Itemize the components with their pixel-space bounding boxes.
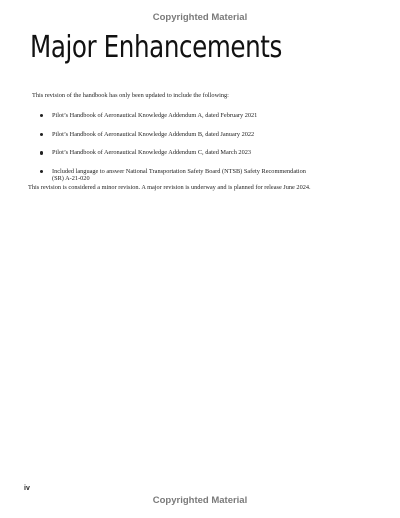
page-number: iv	[24, 485, 30, 492]
enhancement-list	[40, 112, 340, 194]
watermark-bottom: Copyrighted Material	[152, 495, 248, 506]
bullet-icon	[40, 133, 43, 136]
list-item	[40, 149, 340, 157]
watermark-top: Copyrighted Material	[152, 12, 248, 23]
list-item-text: Pilot’s Handbook of Aeronautical Knowledge Addendum C, dated March 2023	[52, 149, 252, 157]
bullet-icon	[40, 151, 43, 154]
closing-paragraph: This revision is considered a minor revision. A major revision is underway and is planned for release June 2024.	[28, 184, 311, 191]
list-item	[40, 131, 340, 139]
list-item-text: Included language to answer National Transportation Safety Board (NTSB) Safety Recommendation (SR) A-21-020	[52, 167, 306, 183]
list-item	[40, 112, 340, 120]
page-title: Major Enhancements	[30, 30, 282, 65]
list-item-text: Pilot’s Handbook of Aeronautical Knowledge Addendum A, dated February 2021	[52, 112, 258, 119]
bullet-icon	[40, 114, 43, 117]
list-item-text: Pilot’s Handbook of Aeronautical Knowledge Addendum B, dated January 2022	[52, 130, 255, 138]
intro-paragraph: This revision of the handbook has only been updated to include the following:	[32, 92, 229, 99]
list-item	[40, 168, 340, 183]
bullet-icon	[40, 170, 43, 173]
